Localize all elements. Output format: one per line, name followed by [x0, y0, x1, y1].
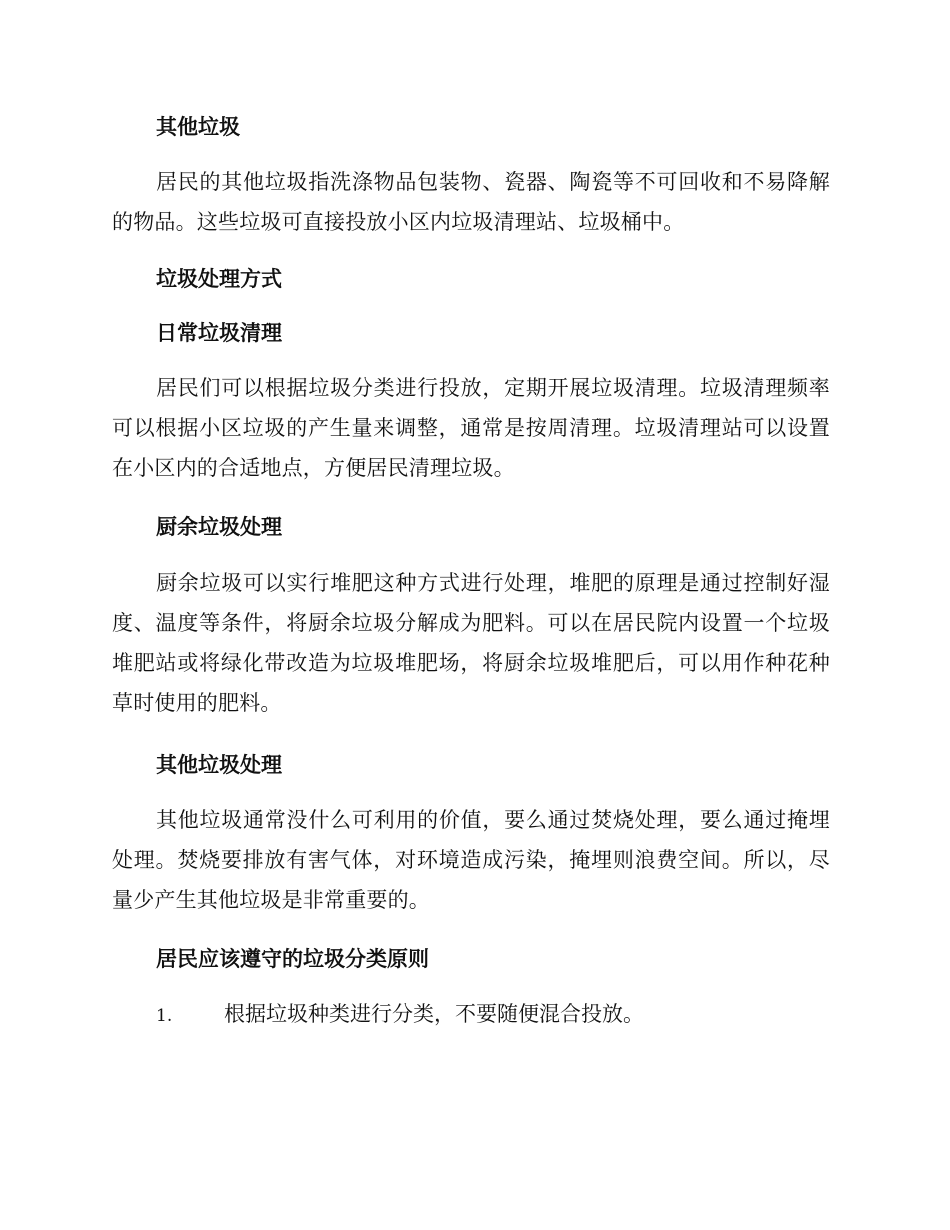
heading-kitchen-waste: 厨余垃圾处理: [156, 515, 282, 539]
heading-sorting-principles: 居民应该遵守的垃圾分类原则: [156, 947, 429, 971]
paragraph-other-waste: 居民的其他垃圾指洗涤物品包装物、瓷器、陶瓷等不可回收和不易降解的物品。这些垃圾可直接投放小区内垃圾清理站、垃圾桶中。: [112, 170, 830, 234]
list-item: [156, 999, 836, 1031]
list-item-number: 1.: [156, 1006, 173, 1026]
paragraph-other-processing: 其他垃圾通常没什么可利用的价值，要么通过焚烧处理，要么通过掩埋处理。焚烧要排放有害气体，对环境造成污染，掩埋则浪费空间。所以，尽量少产生其他垃圾是非常重要的。: [112, 808, 830, 912]
heading-waste-processing: 垃圾处理方式: [156, 267, 282, 291]
paragraph-kitchen-waste: 厨余垃圾可以实行堆肥这种方式进行处理，堆肥的原理是通过控制好湿度、温度等条件，将厨余垃圾分解成为肥料。可以在居民院内设置一个垃圾堆肥站或将绿化带改造为垃圾堆肥场，将厨余垃圾堆肥后，可以用作种花种草时使用的肥料。: [112, 571, 830, 715]
paragraph-daily-cleaning: 居民们可以根据垃圾分类进行投放，定期开展垃圾清理。垃圾清理频率可以根据小区垃圾的产生量来调整，通常是按周清理。垃圾清理站可以设置在小区内的合适地点，方便居民清理垃圾。: [112, 376, 830, 480]
heading-other-waste: 其他垃圾: [156, 115, 240, 139]
list-item-text: 根据垃圾种类进行分类，不要随便混合投放。: [224, 1002, 644, 1026]
heading-daily-cleaning: 日常垃圾清理: [156, 321, 282, 345]
heading-other-processing: 其他垃圾处理: [156, 753, 282, 777]
